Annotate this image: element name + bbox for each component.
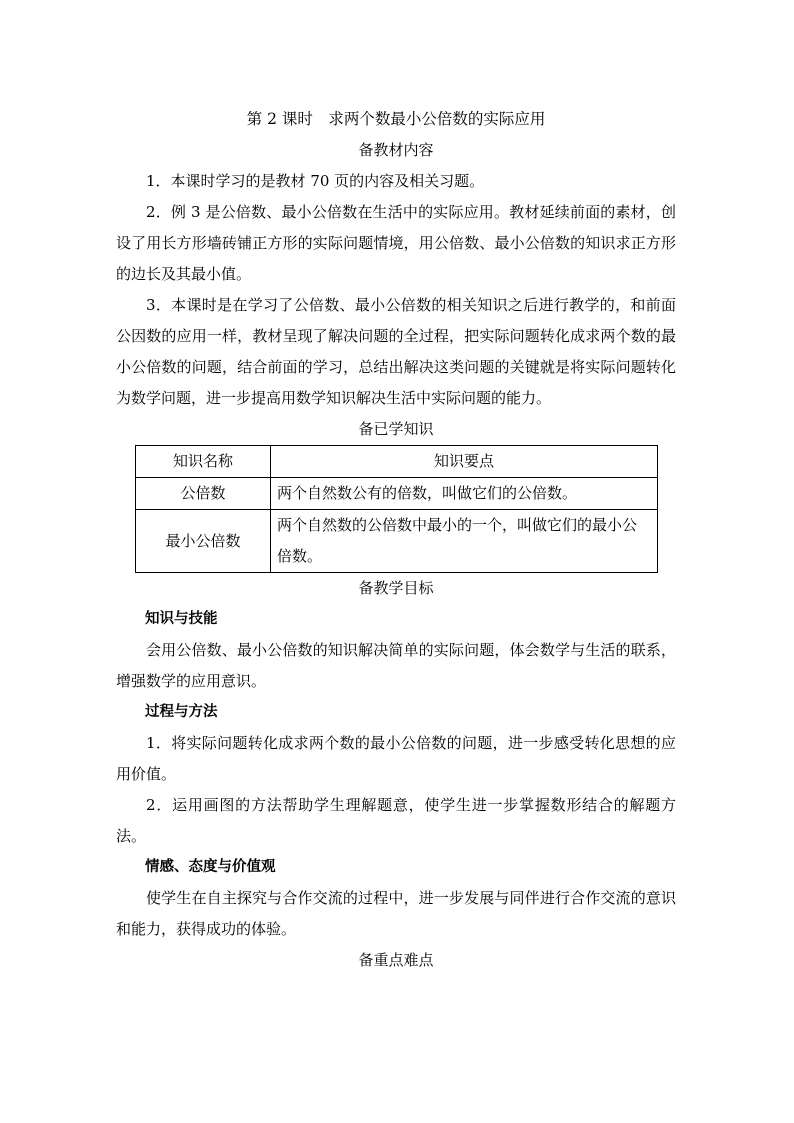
materials-item-2: 2．例 3 是公倍数、最小公倍数在生活中的实际应用。教材延续前面的素材，创设了用长方形墙砖铺正方形的实际问题情境，用公倍数、最小公倍数的知识求正方形的边长及其最小值。 [116,203,676,283]
table-cell-point: 两个自然数的公倍数中最小的一个，叫做它们的最小公倍数。 [271,510,658,573]
table-row [136,510,658,573]
goal-process-item-2: 2．运用画图的方法帮助学生理解题意，使学生进一步掌握数形结合的解题方法。 [116,796,676,845]
section-heading-goals: 备教学目标 [358,579,434,597]
table-header-name: 知识名称 [136,446,271,478]
goal-emotion-text: 使学生在自主探究与合作交流的过程中，进一步发展与同伴进行合作交流的意识和能力，获得成功的体验。 [116,889,676,938]
table-cell-point: 两个自然数公有的倍数，叫做它们的公倍数。 [271,478,658,510]
table-row [136,478,658,510]
section-heading-materials: 备教材内容 [358,141,434,159]
lesson-title: 第 2 课时 求两个数最小公倍数的实际应用 [246,110,546,128]
document-page [116,104,676,976]
materials-item-3: 3．本课时是在学习了公倍数、最小公倍数的相关知识之后进行教学的，和前面公因数的应用一样，教材呈现了解决问题的全过程，把实际问题转化成求两个数的最小公倍数的问题，结合前面的学习，总结出解决这类问题的关键就是将实际问题转化为数学问题，进一步提高用数学知识解决生活中实际问题的能力。 [116,296,676,407]
goal-process-title: 过程与方法 [145,704,218,720]
section-heading-prior-knowledge: 备已学知识 [358,420,434,438]
table-header-point: 知识要点 [271,446,658,478]
goal-knowledge-text: 会用公倍数、最小公倍数的知识解决简单的实际问题，体会数学与生活的联系，增强数学的应用意识。 [116,641,676,690]
table-cell-name: 最小公倍数 [136,510,271,573]
section-heading-key-points: 备重点难点 [358,951,434,969]
goal-knowledge-title: 知识与技能 [145,611,218,627]
prior-knowledge-table [135,445,658,573]
materials-item-1: 1．本课时学习的是教材 70 页的内容及相关习题。 [146,172,485,190]
goal-emotion-title: 情感、态度与价值观 [145,859,276,875]
goal-process-item-1: 1．将实际问题转化成求两个数的最小公倍数的问题，进一步感受转化思想的应用价值。 [116,734,676,783]
table-cell-name: 公倍数 [136,478,271,510]
table-header-row [136,446,658,478]
